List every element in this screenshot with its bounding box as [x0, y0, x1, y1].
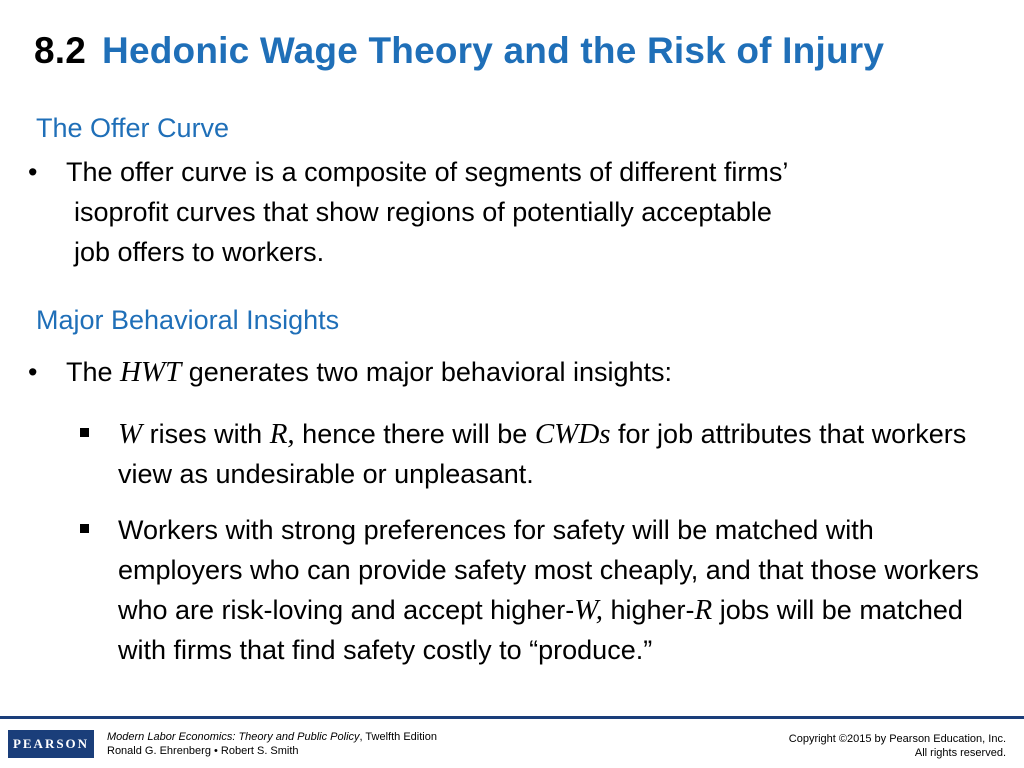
book-title: Modern Labor Economics: Theory and Public Policy — [107, 731, 360, 743]
copyright-notice: Copyright ©2015 by Pearson Education, Inc. All rights reserved. — [788, 733, 1006, 759]
section-number: 8.2 — [34, 30, 87, 71]
footer — [0, 719, 1024, 768]
book-edition: , Twelfth Edition — [359, 731, 437, 743]
book-info — [107, 730, 437, 758]
pearson-logo: PEARSON — [8, 730, 94, 758]
title-text: Hedonic Wage Theory and the Risk of Injury — [102, 30, 885, 71]
sub-bullet-safety-preferences — [80, 510, 990, 710]
square-bullet-icon — [80, 428, 89, 437]
slide-title — [34, 30, 884, 72]
sub-bullet-wage-risk — [80, 414, 990, 494]
bullet-hwt — [28, 352, 988, 392]
sub-bullet-text: Workers with strong preferences for safety will be matched with employers who can provide safety most cheaply, and that those workers who are risk-loving and accept higher-W, higher-R jobs will be matched with firms that find safety costly to “produce.” — [118, 515, 979, 665]
square-bullet-icon — [80, 524, 89, 533]
heading-behavioral-insights: Major Behavioral Insights — [36, 305, 340, 335]
bullet-text: The offer curve is a composite of segments of different firms’ isoprofit curves that show regions of potentially acceptable job offers to workers. — [66, 157, 789, 267]
bullet-offer-curve — [28, 152, 988, 272]
bullet-dot: • — [28, 357, 38, 387]
bullet-dot: • — [28, 157, 38, 187]
bullet-text: The HWT generates two major behavioral insights: — [66, 356, 673, 388]
heading-offer-curve: The Offer Curve — [36, 113, 230, 143]
sub-bullet-text: W rises with R, hence there will be CWDs for job attributes that workers view as undesirable or unpleasant. — [118, 418, 967, 489]
book-authors: Ronald G. Ehrenberg • Robert S. Smith — [107, 745, 299, 757]
